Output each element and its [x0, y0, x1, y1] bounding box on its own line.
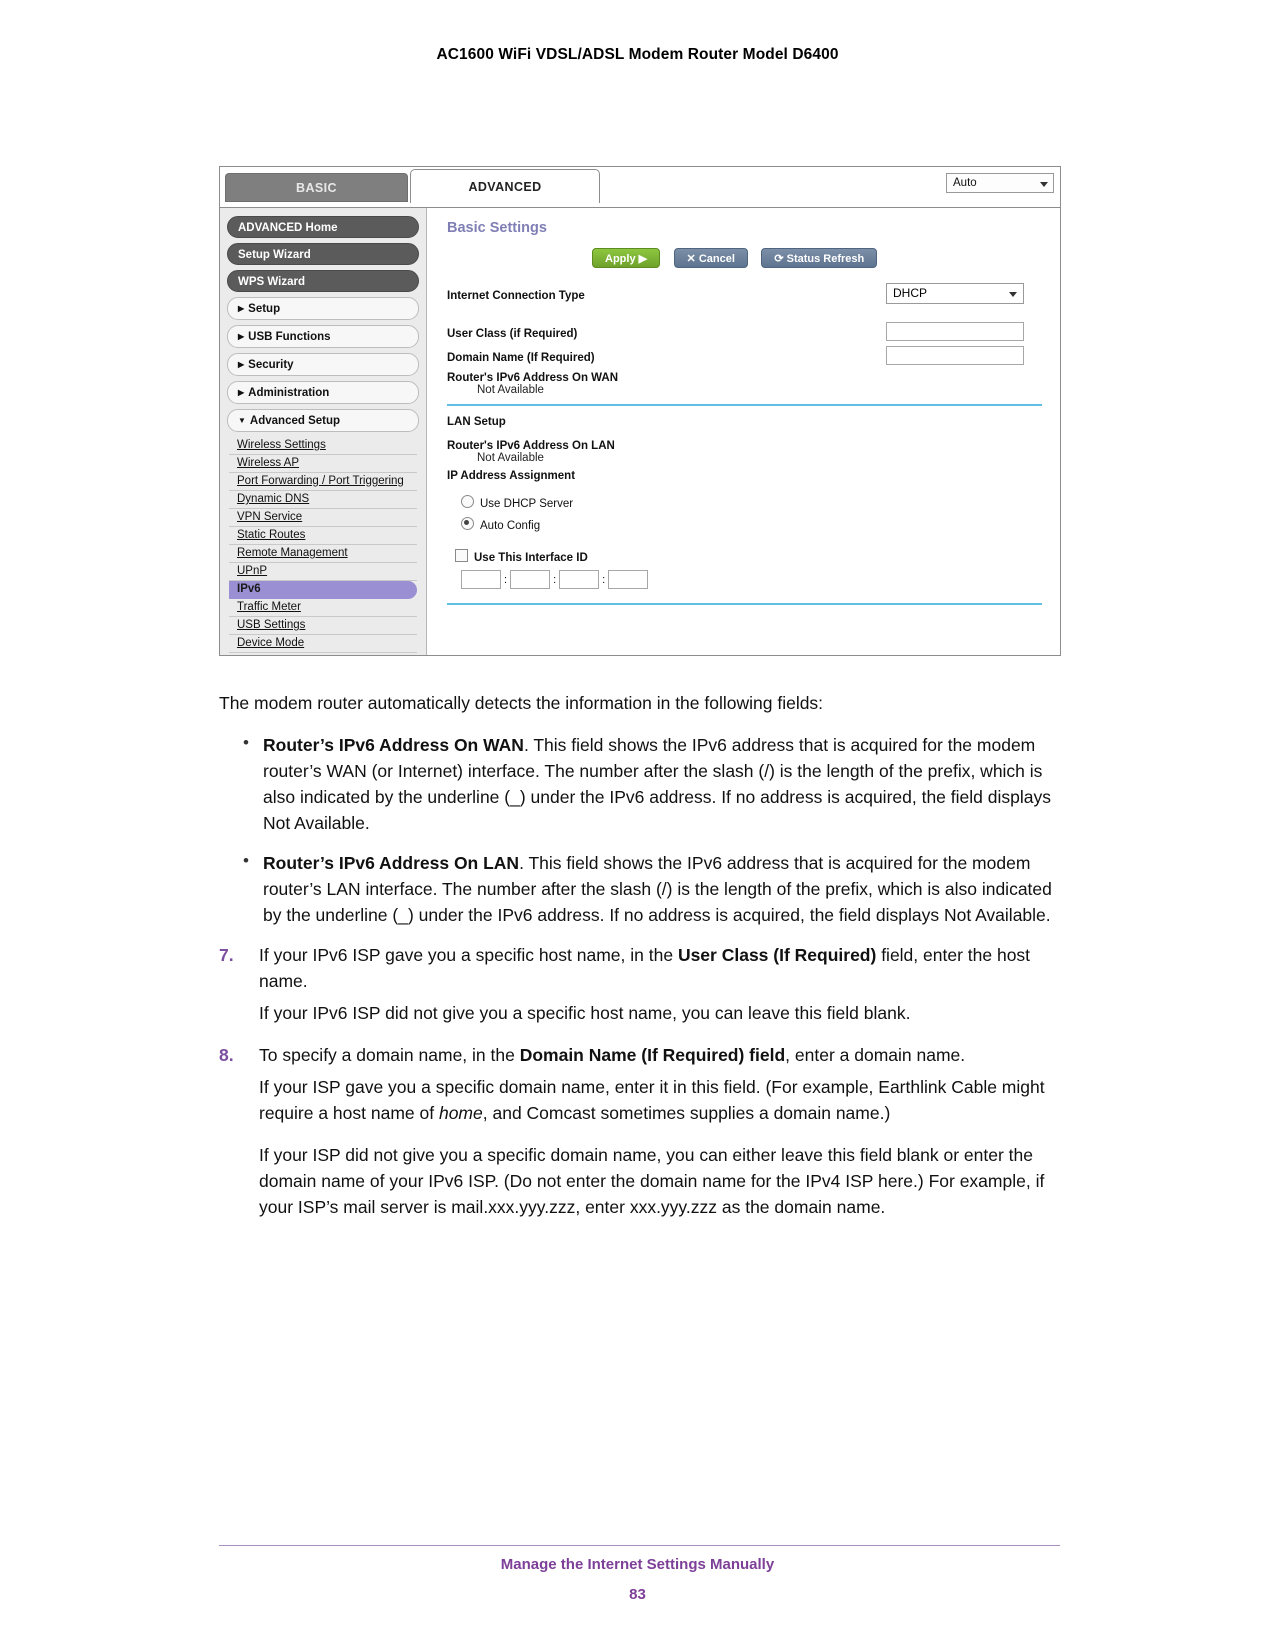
cancel-button-label: Cancel — [698, 253, 735, 265]
domain-name-label: Domain Name (If Required) — [447, 352, 595, 364]
sidebar-item-usb-settings[interactable] — [229, 617, 417, 635]
internet-connection-type-select[interactable] — [886, 283, 1024, 304]
domain-name-input[interactable] — [886, 346, 1024, 365]
sidebar-item-vpn-service-label: VPN Service — [237, 511, 303, 523]
radio-icon — [461, 495, 474, 508]
user-class-label: User Class (if Required) — [447, 328, 578, 340]
chevron-down-icon — [1040, 182, 1048, 187]
bullet-text-wan: . This field shows the IPv6 address that is acquired for the modem router’s WAN (or Internet) interface. The number after the slash (/) is the length of the prefix, which is also indicated by the underline (_) under the IPv6 address. If no address is acquired, the field displays Not Available. — [263, 735, 1051, 833]
ipv6-lan-value: Not Available — [477, 452, 544, 464]
intro-paragraph: The modem router automatically detects the information in the following fields: — [219, 693, 824, 713]
router-body — [220, 207, 1060, 656]
footer-divider — [219, 1545, 1060, 1546]
sidebar-item-wps-wizard[interactable]: WPS Wizard — [227, 270, 419, 292]
step-7-pre: If your IPv6 ISP gave you a specific host name, in the — [259, 945, 678, 965]
user-class-row — [447, 324, 1042, 342]
sidebar-item-ipv6[interactable] — [229, 581, 417, 599]
interface-id-part-3[interactable] — [559, 570, 599, 589]
sidebar-item-remote-management[interactable] — [229, 545, 417, 563]
sidebar-item-wireless-ap[interactable] — [229, 455, 417, 473]
sidebar-item-port-forwarding[interactable] — [229, 473, 417, 491]
sidebar-item-device-mode[interactable] — [229, 635, 417, 653]
internet-connection-type-row — [447, 286, 1042, 304]
router-topbar — [220, 167, 1060, 207]
interface-id-inputs — [461, 570, 1042, 589]
step-8-sub1-pre: If your ISP gave you a specific domain name, enter it in this field. (For example, Earthlink Cable might require a host name of — [259, 1077, 1045, 1123]
radio-use-dhcp-server-label: Use DHCP Server — [480, 498, 574, 510]
triangle-right-icon: ▶ — [238, 360, 245, 369]
step-7-bold: User Class (If Required) — [677, 945, 877, 965]
step-8-post: , enter a domain name. — [785, 1045, 966, 1065]
panel-button-row — [592, 248, 1042, 272]
ipv6-wan-value: Not Available — [477, 384, 544, 396]
step-8-sub1-italic: home — [438, 1103, 483, 1123]
sidebar-item-ipv6-label: IPv6 — [237, 583, 261, 595]
section-divider-bottom — [447, 603, 1042, 605]
step-7-post: field, enter the host name. — [259, 945, 1031, 991]
interface-id-part-2[interactable] — [510, 570, 550, 589]
sidebar-menu-usb-label: USB Functions — [248, 331, 331, 343]
bullet-item-lan — [219, 850, 1069, 928]
sidebar-menu-advanced-setup[interactable] — [227, 409, 419, 432]
colon-separator: : — [504, 573, 508, 586]
sidebar-menu-administration-label: Administration — [248, 387, 330, 399]
language-select[interactable] — [946, 173, 1054, 193]
document-body — [219, 690, 1069, 1236]
sidebar-item-static-routes-label: Static Routes — [237, 529, 306, 541]
sidebar-item-wireless-ap-label: Wireless AP — [237, 457, 299, 469]
status-refresh-button-label: Status Refresh — [786, 253, 865, 265]
router-content-panel — [427, 208, 1060, 656]
sidebar-item-traffic-meter-label: Traffic Meter — [237, 601, 301, 613]
bullet-list — [219, 732, 1069, 928]
footer-page-number: 83 — [629, 1586, 646, 1603]
lan-setup-label: LAN Setup — [447, 416, 506, 428]
page-header: AC1600 WiFi VDSL/ADSL Modem Router Model D6400 — [436, 46, 839, 63]
language-select-value: Auto — [953, 177, 977, 189]
radio-selected-icon — [461, 517, 474, 530]
router-sidebar — [220, 208, 427, 656]
bullet-text-lan: . This field shows the IPv6 address that is acquired for the modem router’s LAN interface. The number after the slash (/) is the length of the prefix, which is also indicated by the underline (_) under the IPv6 address. If no address is acquired, the field displays Not Available. — [263, 853, 1052, 925]
sidebar-menu-security[interactable] — [227, 353, 419, 376]
step-8-bold: Domain Name (If Required) field — [519, 1045, 786, 1065]
sidebar-menu-setup[interactable] — [227, 297, 419, 320]
triangle-right-icon: ▶ — [238, 388, 245, 397]
step-8 — [219, 1042, 1069, 1068]
sidebar-item-port-forwarding-label: Port Forwarding / Port Triggering — [237, 475, 404, 487]
panel-title: Basic Settings — [447, 220, 547, 236]
sidebar-item-wireless-settings-label: Wireless Settings — [237, 439, 326, 451]
step-8-subparagraph-1 — [219, 1074, 1069, 1126]
colon-separator: : — [553, 573, 557, 586]
user-class-input[interactable] — [886, 322, 1024, 341]
sidebar-item-device-mode-label: Device Mode — [237, 637, 305, 649]
sidebar-menu-usb-functions[interactable] — [227, 325, 419, 348]
status-refresh-button[interactable]: ⟳ Status Refresh — [761, 248, 877, 268]
footer-section-title: Manage the Internet Settings Manually — [500, 1556, 775, 1573]
domain-name-row — [447, 348, 1042, 366]
interface-id-part-1[interactable] — [461, 570, 501, 589]
triangle-right-icon: ▶ — [238, 332, 245, 341]
sidebar-item-upnp[interactable] — [229, 563, 417, 581]
sidebar-item-setup-wizard[interactable]: Setup Wizard — [227, 243, 419, 265]
ipv6-wan-row — [447, 372, 1042, 396]
checkbox-icon — [455, 549, 468, 562]
step-7-subparagraph: If your IPv6 ISP did not give you a specific host name, you can leave this field blank. — [259, 1003, 911, 1023]
triangle-down-icon: ▼ — [238, 416, 246, 425]
step-8-pre: To specify a domain name, in the — [259, 1045, 520, 1065]
radio-auto-config-label: Auto Config — [480, 520, 541, 532]
ipv6-wan-label: Router's IPv6 Address On WAN — [447, 372, 619, 384]
interface-id-part-4[interactable] — [608, 570, 648, 589]
sidebar-menu-setup-label: Setup — [248, 303, 281, 315]
use-interface-id-label: Use This Interface ID — [474, 552, 588, 564]
radio-use-dhcp-server[interactable] — [461, 494, 1042, 512]
sidebar-item-advanced-home[interactable]: ADVANCED Home — [227, 216, 419, 238]
use-interface-id-checkbox[interactable] — [455, 548, 1042, 566]
internet-connection-type-value: DHCP — [893, 286, 928, 300]
apply-button[interactable]: Apply ▶ — [592, 248, 660, 268]
step-7 — [219, 942, 1069, 994]
sidebar-item-remote-management-label: Remote Management — [237, 547, 348, 559]
cancel-button[interactable]: ✕ Cancel — [674, 248, 748, 268]
bullet-term-lan: Router’s IPv6 Address On LAN — [263, 853, 520, 873]
sidebar-item-upnp-label: UPnP — [237, 565, 268, 577]
tab-advanced[interactable]: ADVANCED — [410, 169, 600, 203]
step-7-number: 7. — [219, 945, 234, 965]
ip-assignment-label: IP Address Assignment — [447, 470, 576, 482]
step-8-sub1-post: , and Comcast sometimes supplies a domain name.) — [482, 1103, 891, 1123]
step-8-number: 8. — [219, 1045, 234, 1065]
chevron-down-icon — [1009, 292, 1017, 297]
router-ui-screenshot — [219, 166, 1061, 656]
radio-auto-config[interactable] — [461, 516, 1042, 534]
bullet-term-wan: Router’s IPv6 Address On WAN — [263, 735, 524, 755]
bullet-item-wan — [219, 732, 1069, 836]
triangle-right-icon: ▶ — [238, 304, 245, 313]
sidebar-submenu — [227, 437, 419, 653]
sidebar-item-static-routes[interactable] — [229, 527, 417, 545]
ipv6-lan-label: Router's IPv6 Address On LAN — [447, 440, 615, 452]
sidebar-menu-advanced-setup-label: Advanced Setup — [249, 415, 341, 427]
section-divider — [447, 404, 1042, 406]
ipv6-lan-row — [447, 440, 1042, 464]
ip-assignment-row — [447, 470, 1042, 488]
sidebar-item-usb-settings-label: USB Settings — [237, 619, 306, 631]
sidebar-item-vpn-service[interactable] — [229, 509, 417, 527]
sidebar-menu-administration[interactable] — [227, 381, 419, 404]
sidebar-item-dynamic-dns[interactable] — [229, 491, 417, 509]
tab-basic[interactable]: BASIC — [225, 173, 408, 202]
step-8-subparagraph-2: If your ISP did not give you a specific domain name, you can either leave this field blank or enter the domain name of your IPv6 ISP. (Do not enter the domain name for the IPv4 ISP here.) For example, if your ISP’s mail server is mail.xxx.yyy.zzz, enter xxx.yyy.zzz as the domain name. — [259, 1145, 1045, 1217]
sidebar-item-wireless-settings[interactable] — [229, 437, 417, 455]
sidebar-item-dynamic-dns-label: Dynamic DNS — [237, 493, 310, 505]
internet-connection-type-label: Internet Connection Type — [447, 290, 585, 302]
colon-separator: : — [602, 573, 606, 586]
sidebar-item-traffic-meter[interactable] — [229, 599, 417, 617]
sidebar-menu-security-label: Security — [248, 359, 294, 371]
lan-setup-row — [447, 416, 1042, 434]
